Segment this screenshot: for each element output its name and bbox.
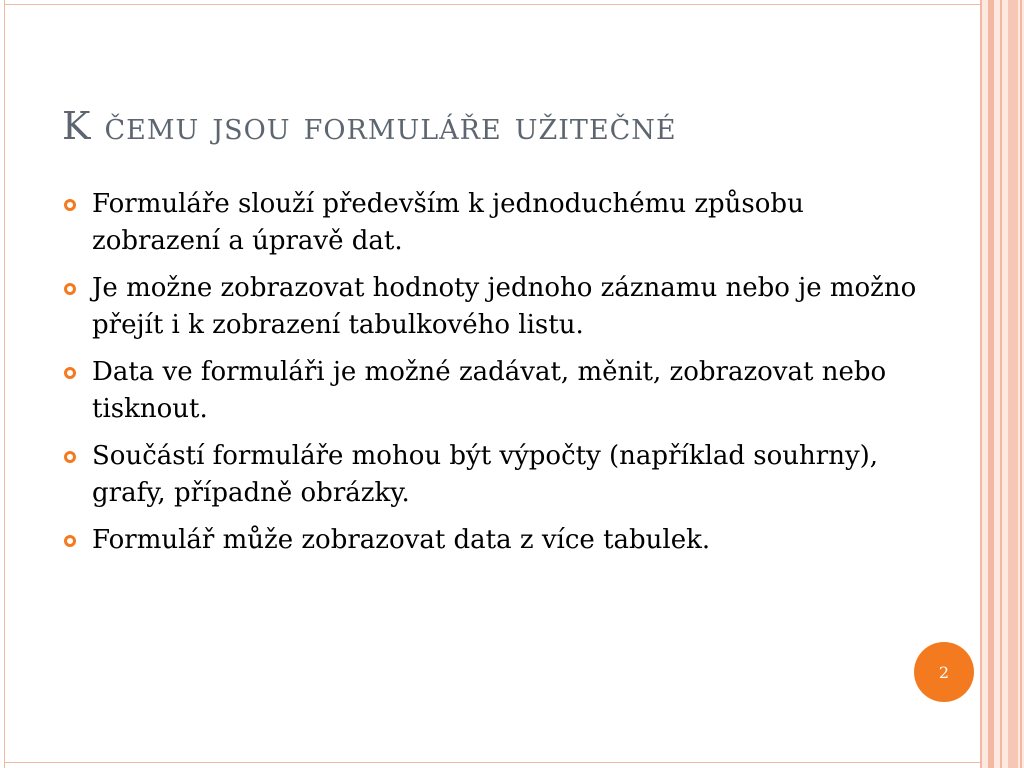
bullet-item [62, 186, 922, 260]
bullet-icon [64, 199, 76, 211]
bullet-icon [64, 535, 76, 547]
bullet-item [62, 522, 922, 559]
decorative-stripe [1008, 0, 1018, 768]
bullet-icon [64, 283, 76, 295]
bullet-text: Formuláře slouží především k jednoduchému způsobu zobrazení a úpravě dat. [92, 189, 804, 256]
bullet-text: Součástí formuláře mohou být výpočty (například souhrny), grafy, případně obrázky. [92, 441, 879, 508]
decorative-stripe [1020, 0, 1022, 768]
slide-title: K čemu jsou formuláře užitečné [62, 104, 677, 148]
bullet-icon [64, 367, 76, 379]
bullet-item [62, 270, 922, 344]
decorative-stripe [980, 0, 982, 768]
bullet-text: Je možne zobrazovat hodnoty jednoho záznamu nebo je možno přejít i k zobrazení tabulkového listu. [92, 273, 917, 340]
bullet-item [62, 354, 922, 428]
frame-top-line [4, 4, 980, 5]
bullet-text: Data ve formuláři je možné zadávat, měnit, zobrazovat nebo tisknout. [92, 357, 887, 424]
frame-left-line [4, 0, 5, 768]
page-number-badge: 2 [914, 642, 974, 702]
frame-bottom-line [4, 762, 980, 763]
bullet-list [62, 186, 922, 569]
bullet-text: Formulář může zobrazovat data z více tabulek. [92, 525, 711, 555]
decorative-stripe [988, 0, 994, 768]
decorative-stripe [1000, 0, 1002, 768]
bullet-item [62, 438, 922, 512]
bullet-icon [64, 451, 76, 463]
